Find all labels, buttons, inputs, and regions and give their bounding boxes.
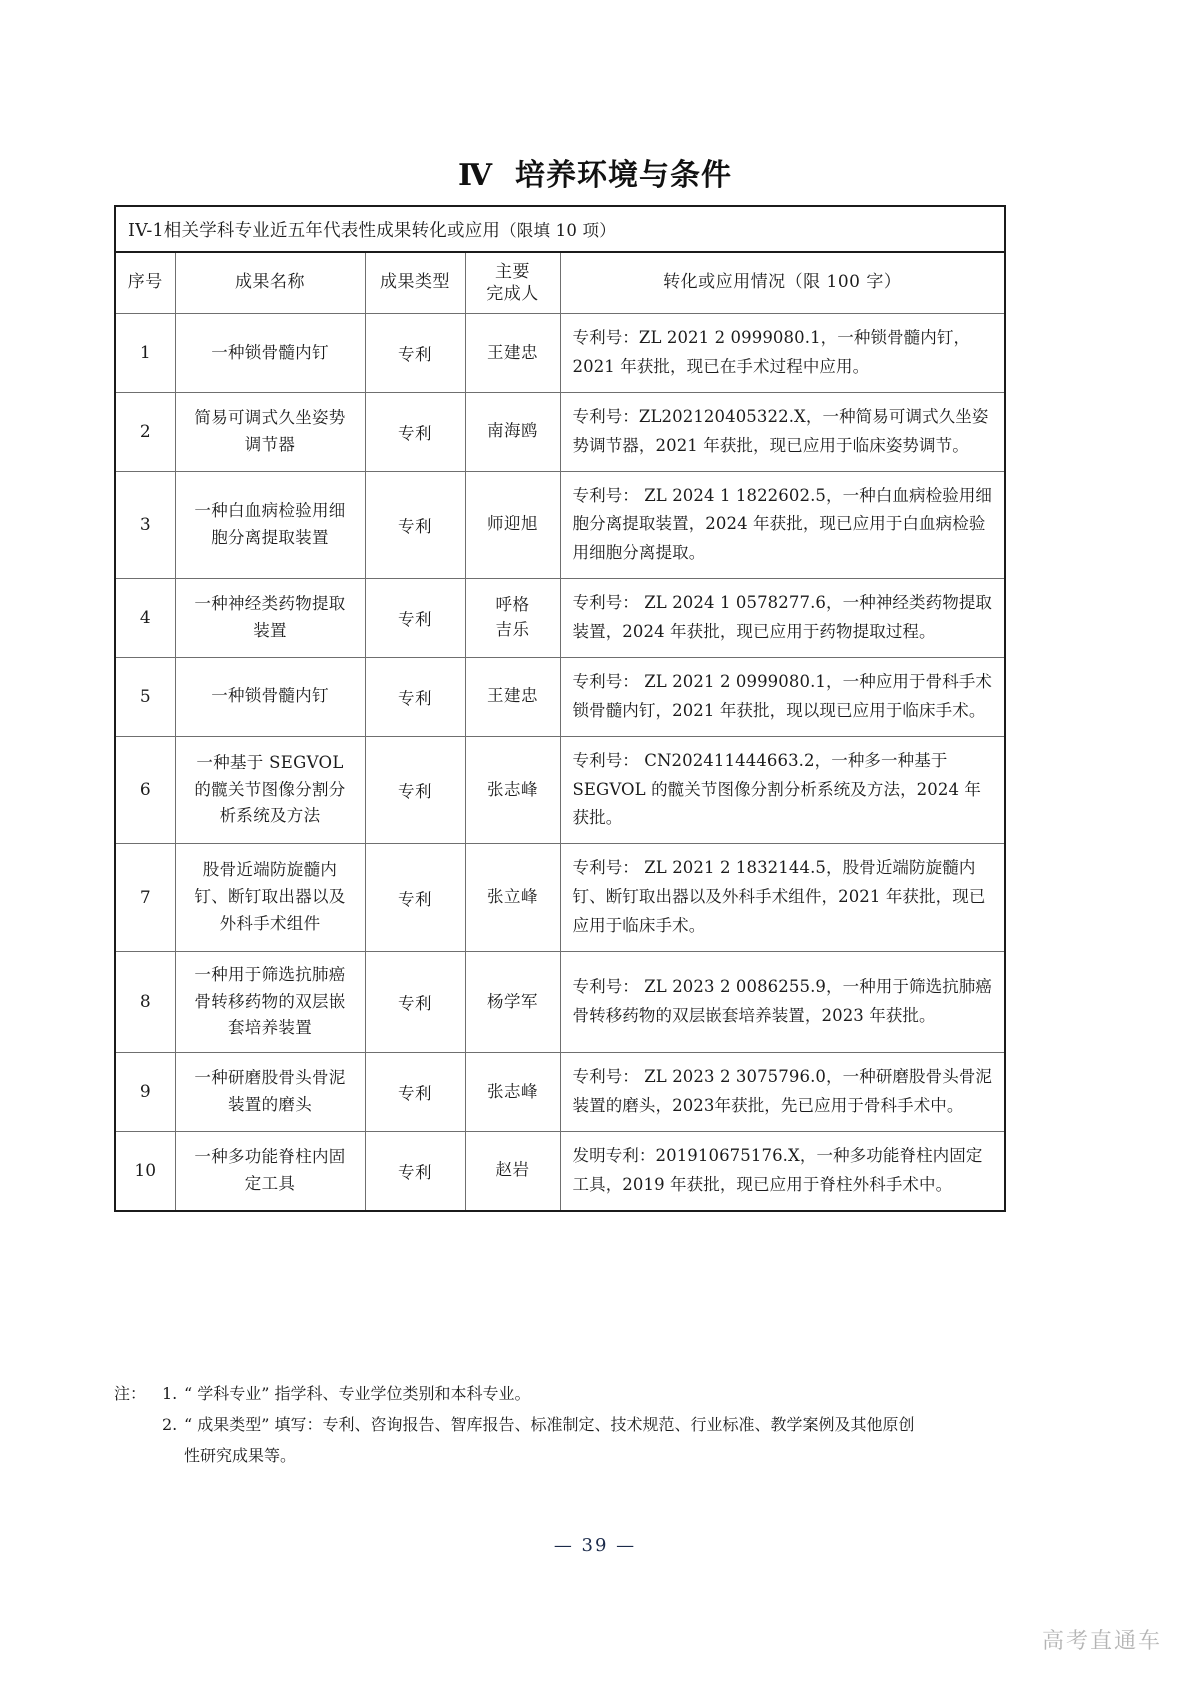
cell-main-contributor: 师迎旭 (465, 471, 560, 579)
cell-main-contributor: 王建忠 (465, 314, 560, 393)
column-header-index: 序号 (115, 252, 175, 314)
page-title-text: 培养环境与条件 (515, 158, 733, 193)
cell-main-contributor: 南海鸥 (465, 392, 560, 471)
cell-achievement-type: 专利 (365, 951, 465, 1052)
table-row (115, 844, 1005, 952)
cell-achievement-type: 专利 (365, 1131, 465, 1210)
cell-index: 6 (115, 736, 175, 844)
cell-main-contributor: 张志峰 (465, 1053, 560, 1132)
table-row (115, 736, 1005, 844)
cell-index: 1 (115, 314, 175, 393)
cell-index: 10 (115, 1131, 175, 1210)
cell-achievement-name: 一种锁骨髓内钉 (175, 314, 365, 393)
cell-achievement-name: 一种锁骨髓内钉 (175, 657, 365, 736)
note-number: 1. (162, 1384, 178, 1403)
cell-main-contributor: 王建忠 (465, 657, 560, 736)
cell-achievement-name: 简易可调式久坐姿势调节器 (175, 392, 365, 471)
column-header-description: 转化或应用情况（限 100 字） (560, 252, 1005, 314)
cell-application-description: 专利号： ZL 2024 1 0578277.6，一种神经类药物提取装置，2024 年获批，现已应用于药物提取过程。 (560, 579, 1005, 658)
cell-achievement-type: 专利 (365, 314, 465, 393)
note-number: 2. (162, 1415, 178, 1435)
cell-application-description: 专利号： ZL 2023 2 0086255.9，一种用于筛选抗肺癌骨转移药物的双层嵌套培养装置，2023 年获批。 (560, 951, 1005, 1052)
cell-achievement-name: 一种白血病检验用细胞分离提取装置 (175, 471, 365, 579)
notes-label: 注： (114, 1384, 147, 1403)
column-header-person (465, 252, 560, 314)
cell-achievement-type: 专利 (365, 392, 465, 471)
cell-index: 3 (115, 471, 175, 579)
cell-application-description: 专利号：ZL202120405322.X，一种简易可调式久坐姿势调节器，2021 年获批，现已应用于临床姿势调节。 (560, 392, 1005, 471)
cell-application-description: 专利号： ZL 2023 2 3075796.0，一种研磨股骨头骨泥装置的磨头，2023年获批，先已应用于骨科手术中。 (560, 1053, 1005, 1132)
table-banner-row (115, 206, 1005, 252)
column-header-type: 成果类型 (365, 252, 465, 314)
cell-application-description: 专利号：ZL 2021 2 0999080.1，一种锁骨髓内钉，2021 年获批，现已在手术过程中应用。 (560, 314, 1005, 393)
note-item (114, 1409, 1014, 1440)
cell-index: 7 (115, 844, 175, 952)
page-title (0, 150, 1190, 194)
cell-main-contributor: 呼格 吉乐 (465, 579, 560, 658)
cell-index: 4 (115, 579, 175, 658)
watermark: 高考直通车 (1041, 1629, 1162, 1654)
cell-achievement-name: 股骨近端防旋髓内钉、断钉取出器以及外科手术组件 (175, 844, 365, 952)
cell-application-description: 专利号： ZL 2024 1 1822602.5，一种白血病检验用细胞分离提取装置，2024 年获批，现已应用于白血病检验用细胞分离提取。 (560, 471, 1005, 579)
cell-achievement-type: 专利 (365, 579, 465, 658)
cell-main-contributor: 张立峰 (465, 844, 560, 952)
page-title-numeral: Ⅳ (457, 158, 494, 193)
cell-achievement-name: 一种神经类药物提取装置 (175, 579, 365, 658)
table-row (115, 579, 1005, 658)
section-banner-limit: （限填 10 项） (500, 220, 616, 240)
cell-achievement-type: 专利 (365, 657, 465, 736)
cell-achievement-name: 一种研磨股骨头骨泥装置的磨头 (175, 1053, 365, 1132)
cell-application-description: 专利号： CN202411444663.2，一种多一种基于 SEGVOL 的髋关节图像分割分析系统及方法，2024 年获批。 (560, 736, 1005, 844)
table-row (115, 392, 1005, 471)
cell-achievement-type: 专利 (365, 1053, 465, 1132)
table-header-row (115, 252, 1005, 314)
results-table-wrapper (114, 205, 1004, 1212)
cell-index: 5 (115, 657, 175, 736)
column-header-person-line2: 完成人 (486, 284, 539, 304)
note-item (114, 1378, 1014, 1409)
note-text: “ 成果类型” 填写：专利、咨询报告、智库报告、标准制定、技术规范、行业标准、教学案例及其他原创 (184, 1415, 915, 1435)
table-row (115, 951, 1005, 1052)
table-row (115, 471, 1005, 579)
cell-index: 9 (115, 1053, 175, 1132)
note-continuation: 性研究成果等。 (184, 1446, 297, 1466)
section-banner-code: IV-1 (128, 220, 164, 241)
cell-application-description: 专利号： ZL 2021 2 0999080.1，一种应用于骨科手术锁骨髓内钉，2021 年获批，现以现已应用于临床手术。 (560, 657, 1005, 736)
table-row (115, 314, 1005, 393)
cell-achievement-name: 一种多功能脊柱内固定工具 (175, 1131, 365, 1210)
cell-achievement-name: 一种用于筛选抗肺癌骨转移药物的双层嵌套培养装置 (175, 951, 365, 1052)
column-header-person-line1: 主要 (495, 261, 530, 282)
page-number: — 39 — (553, 1535, 637, 1556)
table-row (115, 1131, 1005, 1210)
table-row (115, 1053, 1005, 1132)
cell-application-description: 专利号： ZL 2021 2 1832144.5，股骨近端防旋髓内钉、断钉取出器以及外科手术组件，2021 年获批，现已应用于临床手术。 (560, 844, 1005, 952)
cell-main-contributor: 赵岩 (465, 1131, 560, 1210)
cell-main-contributor: 杨学军 (465, 951, 560, 1052)
cell-application-description: 发明专利：201910675176.X，一种多功能脊柱内固定工具，2019 年获批，现已应用于脊柱外科手术中。 (560, 1131, 1005, 1210)
table-row (115, 657, 1005, 736)
cell-achievement-type: 专利 (365, 736, 465, 844)
section-banner (115, 206, 1005, 252)
cell-achievement-type: 专利 (365, 844, 465, 952)
notes-block (114, 1378, 1014, 1472)
section-banner-title: 相关学科专业近五年代表性成果转化或应用 (163, 220, 501, 241)
cell-achievement-type: 专利 (365, 471, 465, 579)
cell-index: 8 (115, 951, 175, 1052)
cell-achievement-name: 一种基于 SEGVOL 的髋关节图像分割分析系统及方法 (175, 736, 365, 844)
cell-main-contributor: 张志峰 (465, 736, 560, 844)
note-text: “ 学科专业” 指学科、专业学位类别和本科专业。 (184, 1384, 531, 1403)
column-header-name: 成果名称 (175, 252, 365, 314)
cell-index: 2 (115, 392, 175, 471)
results-table (114, 205, 1006, 1212)
